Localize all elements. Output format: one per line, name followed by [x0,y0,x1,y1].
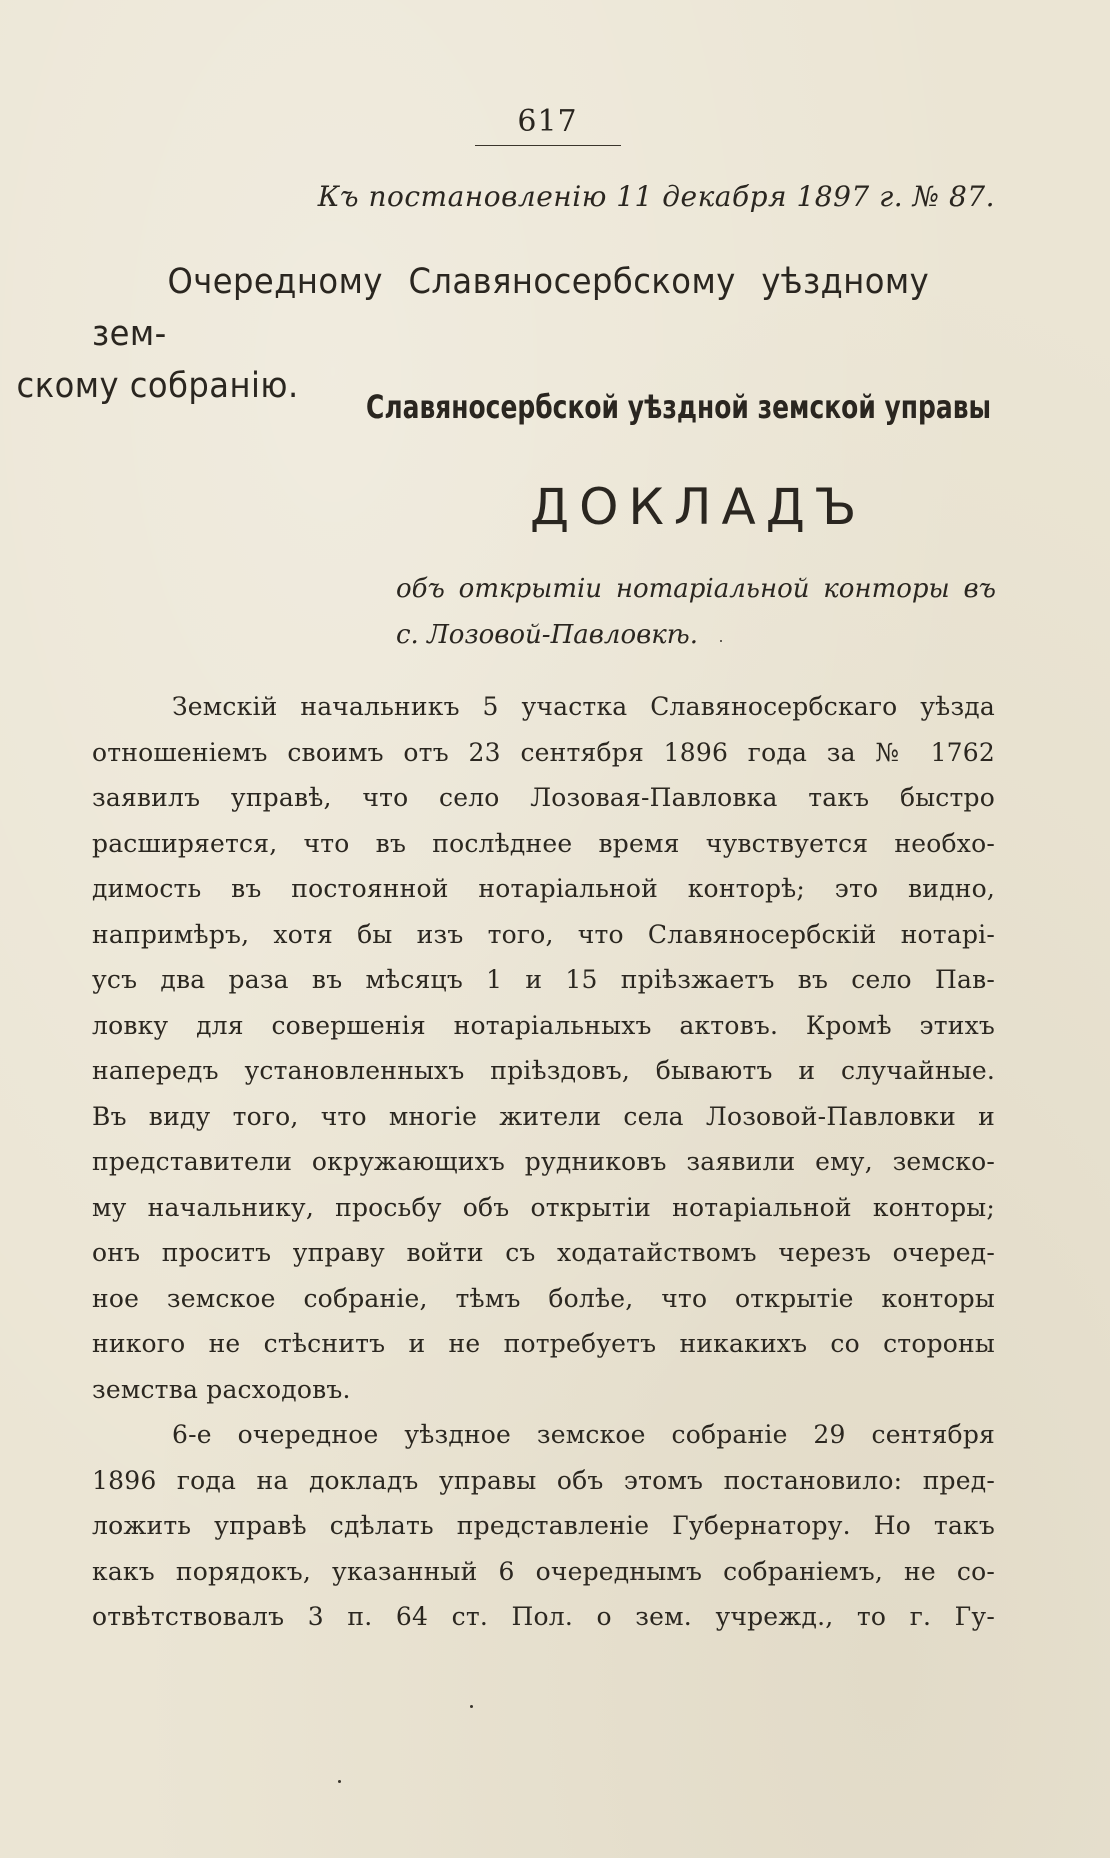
text-line: напримѣръ, хотя бы изъ того, что Славяносербскій нотарі- [92,919,995,949]
text-line: усъ два раза въ мѣсяцъ 1 и 15 пріѣзжаетъ въ село Пав- [92,965,995,994]
paper-speck [338,1780,341,1783]
paper-speck [470,1705,473,1708]
text-line: отвѣтствовалъ 3 п. 64 ст. Пол. о зем. учрежд., то г. Гу- [92,1602,995,1631]
text-line: онъ проситъ управу войти съ ходатайствомъ черезъ очеред- [92,1238,995,1267]
text-line: земства расходовъ. [92,1374,351,1404]
paragraph-1 [92,684,995,1412]
text-line: 6-е очередное уѣздное земское собраніе 29 сентября [172,1420,995,1449]
text-line: Земскій начальникъ 5 участка Славяносербскаго уѣзда [172,692,995,721]
document-title: ДОКЛАДЪ [530,478,867,536]
report-body [92,684,995,1640]
subject-line-1: объ открытіи нотаріальной конторы въ [396,574,996,604]
text-line: му начальнику, просьбу объ открытіи нотаріальной конторы; [92,1192,995,1222]
report-subject [396,566,996,658]
text-line: 1896 года на докладъ управы объ этомъ постановило: пред- [92,1465,995,1495]
text-line: ное земское собраніе, тѣмъ болѣе, что открытіе конторы [92,1283,995,1313]
subject-line-2: с. Лозовой-Павловкѣ. [396,620,698,650]
text-line: отношеніемъ своимъ отъ 23 сентября 1896 года за № 1762 [92,737,995,767]
text-line: ловку для совершенія нотаріальныхъ актовъ. Кромѣ этихъ [92,1010,995,1040]
text-line: напередъ установленныхъ пріѣздовъ, бываютъ и случайные. [92,1056,995,1085]
text-line: ложить управѣ сдѣлать представленіе Губернатору. Но такъ [92,1511,995,1540]
text-line: расширяется, что въ послѣднее время чувствуется необхо- [92,828,995,858]
paper-speck [720,640,722,642]
addressee-line-2: скому собранію. [16,366,299,406]
page-number-rule [475,145,621,146]
addressee-line-1: Очередному Славяносербскому уѣздному зем- [92,262,930,354]
text-line: какъ порядокъ, указанный 6 очереднымъ собраніемъ, не со- [92,1556,995,1586]
text-line: Въ виду того, что многіе жители села Лозовой-Павловки и [92,1101,995,1131]
paragraph-2 [92,1412,995,1640]
board-name: Славяносербской уѣздной земской управы [366,388,992,426]
text-line: представители окружающихъ рудниковъ заявили ему, земско- [92,1147,995,1176]
text-line: димость въ постоянной нотаріальной конторѣ; это видно, [92,874,995,903]
page-number: 617 [517,104,578,139]
text-line: заявилъ управѣ, что село Лозовая-Павловка такъ быстро [92,783,995,812]
text-line: никого не стѣснитъ и не потребуетъ никакихъ со стороны [92,1329,995,1358]
resolution-reference: Къ постановленію 11 декабря 1897 г. № 87. [317,180,995,213]
